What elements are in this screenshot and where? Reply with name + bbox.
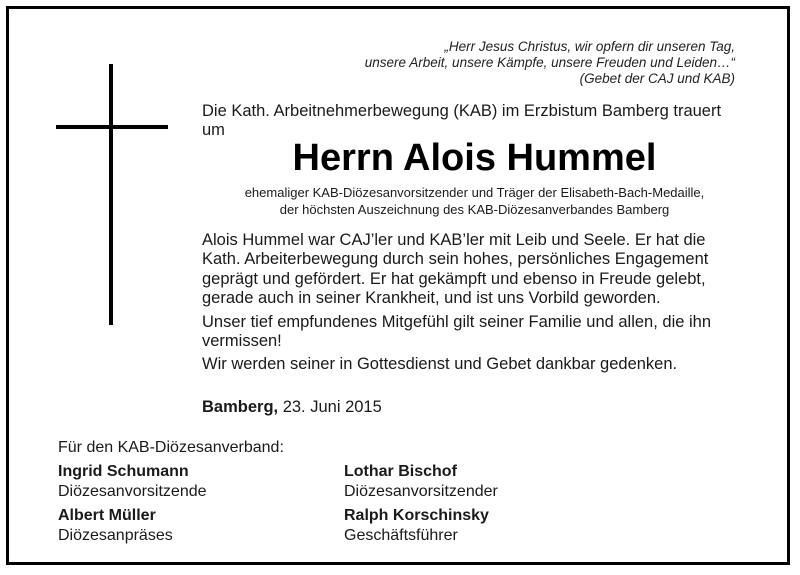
signatory	[344, 462, 498, 502]
intro-text: Die Kath. Arbeitnehmerbewegung (KAB) im Erzbistum Bamberg trauert um	[202, 102, 722, 139]
quote-source: (Gebet der CAJ und KAB)	[579, 71, 735, 86]
quote-line: „Herr Jesus Christus, wir opfern dir unseren Tag,	[444, 39, 735, 54]
signatory-role: Geschäftsführer	[344, 527, 458, 544]
tribute-text	[202, 231, 747, 379]
signatory-role: Diözesanvorsitzender	[344, 483, 498, 500]
date: 23. Juni 2015	[282, 398, 382, 416]
signatory	[344, 506, 489, 546]
description-line: ehemaliger KAB-Diözesanvorsitzender und Träger der Elisabeth-Bach-Medaille,	[244, 185, 705, 200]
tribute-paragraph: Alois Hummel war CAJ’ler und KAB’ler mit Leib und Seele. Er hat die Kath. Arbeiterbewegung durch sein hohes, persönliches Engagement geprägt und gefördert. Er hat gekämpft und ebenso in Freude gelebt, gerade auch in seiner Krankheit, und ist uns Vorbild geworden.	[202, 231, 709, 308]
signatory-name: Ingrid Schumann	[58, 463, 189, 480]
cross-icon	[109, 64, 113, 325]
quote-line: unsere Arbeit, unsere Kämpfe, unsere Freuden und Leiden…“	[364, 55, 735, 70]
deceased-name: Herrn Alois Hummel	[292, 137, 657, 179]
cross-icon-bar	[56, 125, 168, 129]
on-behalf-label: Für den KAB-Diözesanverband:	[58, 439, 284, 456]
deceased-description	[202, 184, 747, 218]
signatory-name: Lothar Bischof	[344, 463, 457, 480]
signatory-name: Ralph Korschinsky	[344, 507, 489, 524]
signatory-role: Diözesanvorsitzende	[58, 483, 207, 500]
remembrance-paragraph: Wir werden seiner in Gottesdienst und Gebet dankbar gedenken.	[202, 355, 678, 374]
signatory	[58, 506, 173, 546]
signatory-role: Diözesanpräses	[58, 527, 173, 544]
prayer-quote	[365, 39, 735, 87]
signatory-name: Albert Müller	[58, 507, 156, 524]
condolence-paragraph: Unser tief empfundenes Mitgefühl gilt seiner Familie und allen, die ihn vermissen!	[202, 312, 712, 351]
place: Bamberg,	[202, 398, 279, 416]
place-date	[202, 397, 382, 417]
description-line: der höchsten Auszeichnung des KAB-Diözesanverbandes Bamberg	[279, 202, 670, 217]
signatory	[58, 462, 207, 502]
